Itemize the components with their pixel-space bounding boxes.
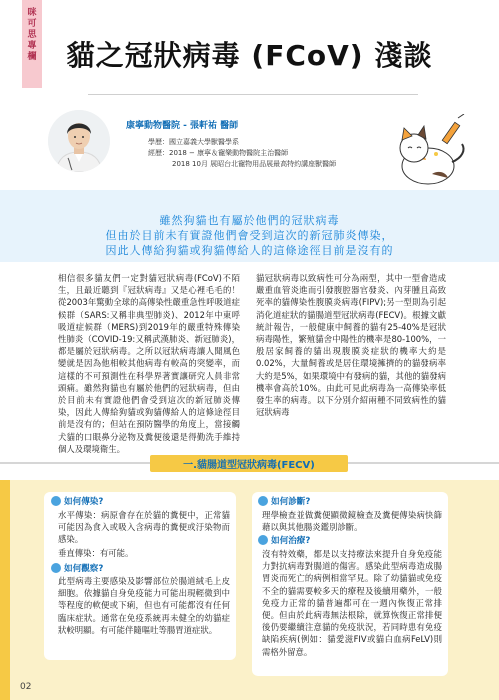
question-icon [51, 496, 61, 506]
intro-line-1: 雖然狗貓也有屬於他們的冠狀病毒 [159, 214, 340, 227]
intro-line-3: 因此人傳給狗貓或狗貓傳給人的這條途徑目前是沒有的 [105, 244, 394, 257]
question-icon [258, 496, 268, 506]
symptom-answer: 此型病毒主要感染及影響部位於腸道絨毛上皮細胞。依據貓自身免疫能力可能出現輕微到中等程度的軟便或下痢，但也有可能都沒有任何臨床症狀。通常在免疫系統再未健全的幼貓症狀較明顯。有可能伴隨嘔吐等腸胃道症狀。 [58, 576, 230, 635]
author-name: 康寧動物醫院 - 張軒祐 醫師 [126, 121, 239, 131]
diagnose-answer: 理學檢查並做糞便顯微鏡檢查及糞便傳染病快篩藉以與其他腸炎鑑別診斷。 [262, 510, 442, 533]
transmit-question: 如何傳染? [64, 497, 104, 507]
cat-illustration [392, 114, 474, 188]
treat-answer: 沒有特效藥，都是以支持療法來提升自身免疫能力對抗病毒對腸道的傷害。感染此型病毒造成腸胃炎而死亡的病例相當罕見。除了幼貓貓或免疫不全的貓需要較多天的療程及後續用藥外，一般免疫力正常的貓普遍都可在一週內恢復正常排便。但由於此病毒無法根除，就算恢復正常排便後仍要繼續注意貓的免疫狀況，若同時患有免疫缺陷疾病(例如：貓愛滋FIV或貓白血病FeLV)則需格外留意。 [262, 549, 442, 657]
symptom-question: 如何觀察? [64, 564, 104, 574]
body-left-paragraph: 相信很多貓友們一定對貓冠狀病毒(FCoV)不陌生，且最近聽到『冠狀病毒』又是心裡毛毛的！從2003年驚動全球的高傳染性嚴重急性呼吸道症候群（SARS:又稱非典型肺炎)、2012年中東呼吸道症候群（MERS)到2019年的嚴重特殊傳染性肺炎（COVID-19:又稱武漢肺炎、新冠肺炎)，都是屬於冠狀病毒。之所以冠狀病毒讓人聞風色變就是因為他相較其他病毒有較高的突變率，而這樣的不可預測性在科學界著實讓研究人員非常頭痛。雖然狗貓也有屬於他們的冠狀病毒，但由於目前未有實證他們會受到這次的新冠肺炎傳染，因此人傳給狗貓或狗貓傳給人的這條途徑目前是沒有的；但站在預防醫學的角度上，當接觸犬貓的口眼鼻分泌物及糞便後還是得勤洗手維持個人及環境衛生。 [58, 273, 240, 454]
question-icon [258, 535, 268, 545]
left-accent-strip [0, 480, 10, 700]
section-title: 一.貓腸道型冠狀病毒(FECV) [183, 460, 315, 471]
diagnose-question: 如何診斷? [271, 497, 311, 507]
author-experience: 經歷：2018 − 康寧＆寵樂動物醫院主治醫師 [148, 149, 289, 157]
vertical-transmission: 垂直傳染：有可能。 [58, 548, 134, 558]
question-icon [51, 563, 61, 573]
title-divider [88, 94, 418, 95]
author-experience-2: 2018 10月 展昭台北寵物用品展最高特約講座獸醫師 [172, 160, 337, 168]
author-education: 學歷：國立嘉義大學獸醫學系 [148, 138, 239, 146]
author-photo [48, 110, 110, 172]
intro-line-2: 但由於目前未有實證他們會受到這次的新冠肺炎傳染， [105, 229, 394, 242]
body-right-paragraph: 貓冠狀病毒以致病性可分為兩型，其中一型會造成嚴重血管炎進而引發腹腔器官發炎、內芽腫且高致死率的貓傳染性腹膜炎病毒(FIPV);另一型則為引起消化道症狀的貓腸道型冠狀病毒(FECV)。根據文獻統計報告，一般健康中飼養的貓有25-40%是冠狀病毒陽性，繁殖貓舍中陽性的機率是80-100%，一般居家飼養的貓出現腹膜炎症狀的機率大約是0.02%，大量飼養或是居住環境擁擠的的貓發病率大約是5%，如果環境中有發病的貓，其他的貓發病機率會高於10%。由此可見此病毒為一高傳染率低發生率的病毒。以下分別介紹兩種不同致病性的貓冠狀病毒 [256, 273, 446, 418]
column-tab-label: 咪可思專欄 [27, 8, 37, 62]
transmit-answer: 水平傳染：病原會存在於貓的糞便中，正常貓可能因為食入或吸入含病毒的糞便或汙染物而感染。 [58, 510, 230, 545]
page-title: 貓之冠狀病毒 (FCoV) 淺談 [66, 39, 433, 72]
page-number: 02 [20, 682, 32, 692]
treat-question: 如何治療? [271, 536, 311, 546]
